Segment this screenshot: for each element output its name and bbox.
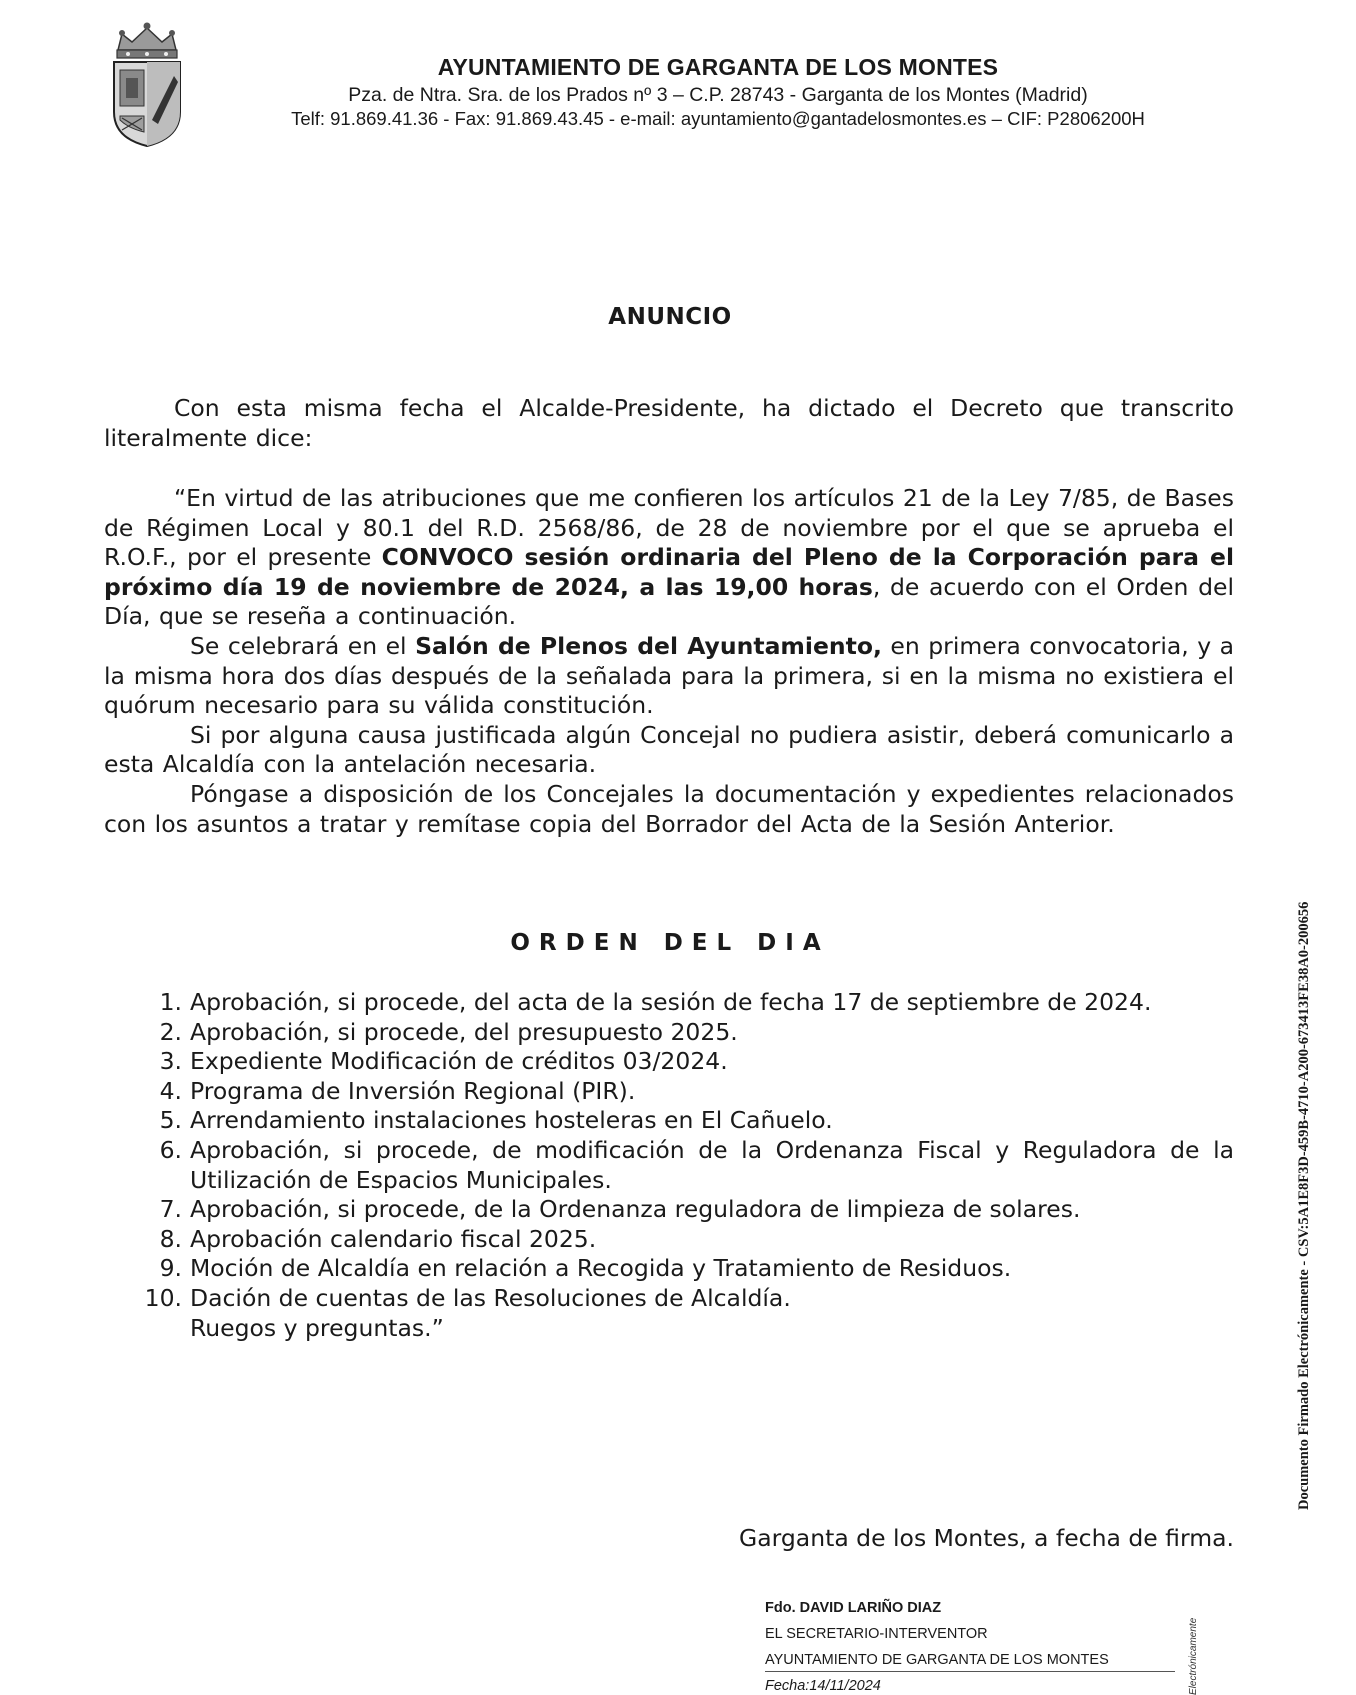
agenda-item-number: 6. [159, 1135, 182, 1164]
agenda-item-text: Aprobación calendario fiscal 2025. [190, 1224, 597, 1253]
agenda-item-number: 10. [144, 1283, 182, 1312]
agenda-item [104, 1254, 1234, 1284]
signature-date: Fecha:14/11/2024 [765, 1678, 881, 1694]
agenda-item [104, 988, 1234, 1018]
agenda-item-number: 5. [159, 1106, 182, 1135]
decree-paragraph-absence: Si por alguna causa justificada algún Concejal no pudiera asistir, deberá comunicarlo a esta Alcaldía con la antelación necesaria. [104, 720, 1234, 779]
decree-text-part: en primera convocatoria, y a la misma hora dos días después de la señalada para la primera, si en la misma no existiera el quórum necesario para su válida constitución. [104, 631, 1234, 720]
municipality-address: Pza. de Ntra. Sra. de los Prados nº 3 – C.P. 28743 - Garganta de los Montes (Madrid) [348, 84, 1088, 106]
agenda-item-text: Moción de Alcaldía en relación a Recogida y Tratamiento de Residuos. [190, 1254, 1012, 1283]
agenda-item [104, 1047, 1234, 1077]
agenda-item [104, 1018, 1234, 1048]
agenda-item-number: 4. [159, 1076, 182, 1105]
agenda-list [104, 988, 1234, 1343]
agenda-item-text: Aprobación, si procede, del presupuesto 2025. [190, 1017, 738, 1046]
agenda-item-number: 9. [159, 1254, 182, 1283]
agenda-item-text: Aprobación, si procede, de la Ordenanza reguladora de limpieza de solares. [190, 1195, 1081, 1224]
agenda-item-number: 3. [159, 1047, 182, 1076]
municipality-contact: Telf: 91.869.41.36 - Fax: 91.869.43.45 - e-mail: ayuntamiento@gantadelosmontes.es – CIF: P2806200H [291, 108, 1145, 129]
decree-paragraph-convocation [104, 484, 1234, 632]
electronic-signature-csv: Documento Firmado Electrónicamente - CSV:5A1E8F3D-459B-4710-A200-673413FE38A0-200656 [1296, 901, 1312, 1510]
coat-of-arms-icon [108, 20, 186, 148]
decree-paragraph-venue [104, 632, 1234, 721]
signatory-organization: AYUNTAMIENTO DE GARGANTA DE LOS MONTES [765, 1652, 1109, 1668]
decree-text-part: “En virtud de las atribuciones que me confieren los artículos 21 de la Ley 7/85, de Bases de Régimen Local y 80.1 del R.D. 2568/86, de 28 de noviembre por el que se aprueba el R.O.F., por el presente [104, 484, 1234, 572]
agenda-item [104, 1225, 1234, 1255]
agenda-item-text: Programa de Inversión Regional (PIR). [190, 1076, 636, 1105]
agenda-item-number: 2. [159, 1017, 182, 1046]
agenda-item-text: Arrendamiento instalaciones hosteleras en El Cañuelo. [190, 1106, 833, 1135]
decree-text [104, 484, 1234, 839]
place-date: Garganta de los Montes, a fecha de firma. [739, 1524, 1234, 1552]
intro-paragraph: Con esta misma fecha el Alcalde-Presidente, ha dictado el Decreto que transcrito literalmente dice: [104, 394, 1234, 452]
decree-text-part: , de acuerdo con el Orden del Día, que se reseña a continuación. [104, 572, 1234, 631]
agenda-item [104, 1284, 1234, 1314]
decree-text-part: Se celebrará en el [190, 631, 416, 660]
agenda-item-text: Aprobación, si procede, de modificación de la Ordenanza Fiscal y Reguladora de la Utilización de Espacios Municipales. [190, 1135, 1234, 1194]
agenda-closing: Ruegos y preguntas.” [190, 1313, 444, 1342]
convocation-highlight: CONVOCO sesión ordinaria del Pleno de la Corporación para el próximo día 19 de noviembre de 2024, a las 19,00 horas [104, 543, 1234, 601]
decree-paragraph-documentation: Póngase a disposición de los Concejales la documentación y expedientes relacionados con los asuntos a tratar y remítase copia del Borrador del Acta de la Sesión Anterior. [104, 779, 1234, 838]
agenda-item-number: 1. [159, 988, 182, 1016]
agenda-item [104, 1195, 1234, 1225]
municipality-title: AYUNTAMIENTO DE GARGANTA DE LOS MONTES [437, 54, 999, 80]
agenda-item-text: Dación de cuentas de las Resoluciones de Alcaldía. [190, 1283, 791, 1312]
signatory-role: EL SECRETARIO-INTERVENTOR [765, 1626, 988, 1642]
agenda-item [104, 1106, 1234, 1136]
agenda-item-text: Expediente Modificación de créditos 03/2024. [190, 1047, 728, 1076]
signature-divider [765, 1671, 1175, 1672]
electronic-signature-stamp: Electrónicamente [1188, 1617, 1199, 1695]
agenda-item-number: 8. [159, 1224, 182, 1253]
venue-highlight: Salón de Plenos del Ayuntamiento, [415, 631, 882, 660]
signatory-name: Fdo. DAVID LARIÑO DIAZ [765, 1600, 942, 1616]
agenda-item [104, 1077, 1234, 1107]
agenda-item-text: Aprobación, si procede, del acta de la sesión de fecha 17 de septiembre de 2024. [190, 988, 1152, 1016]
document-heading: ANUNCIO [608, 304, 732, 330]
agenda-item [104, 1136, 1234, 1195]
agenda-title: ORDEN DEL DIA [510, 930, 830, 956]
agenda-item-number: 7. [159, 1195, 182, 1224]
